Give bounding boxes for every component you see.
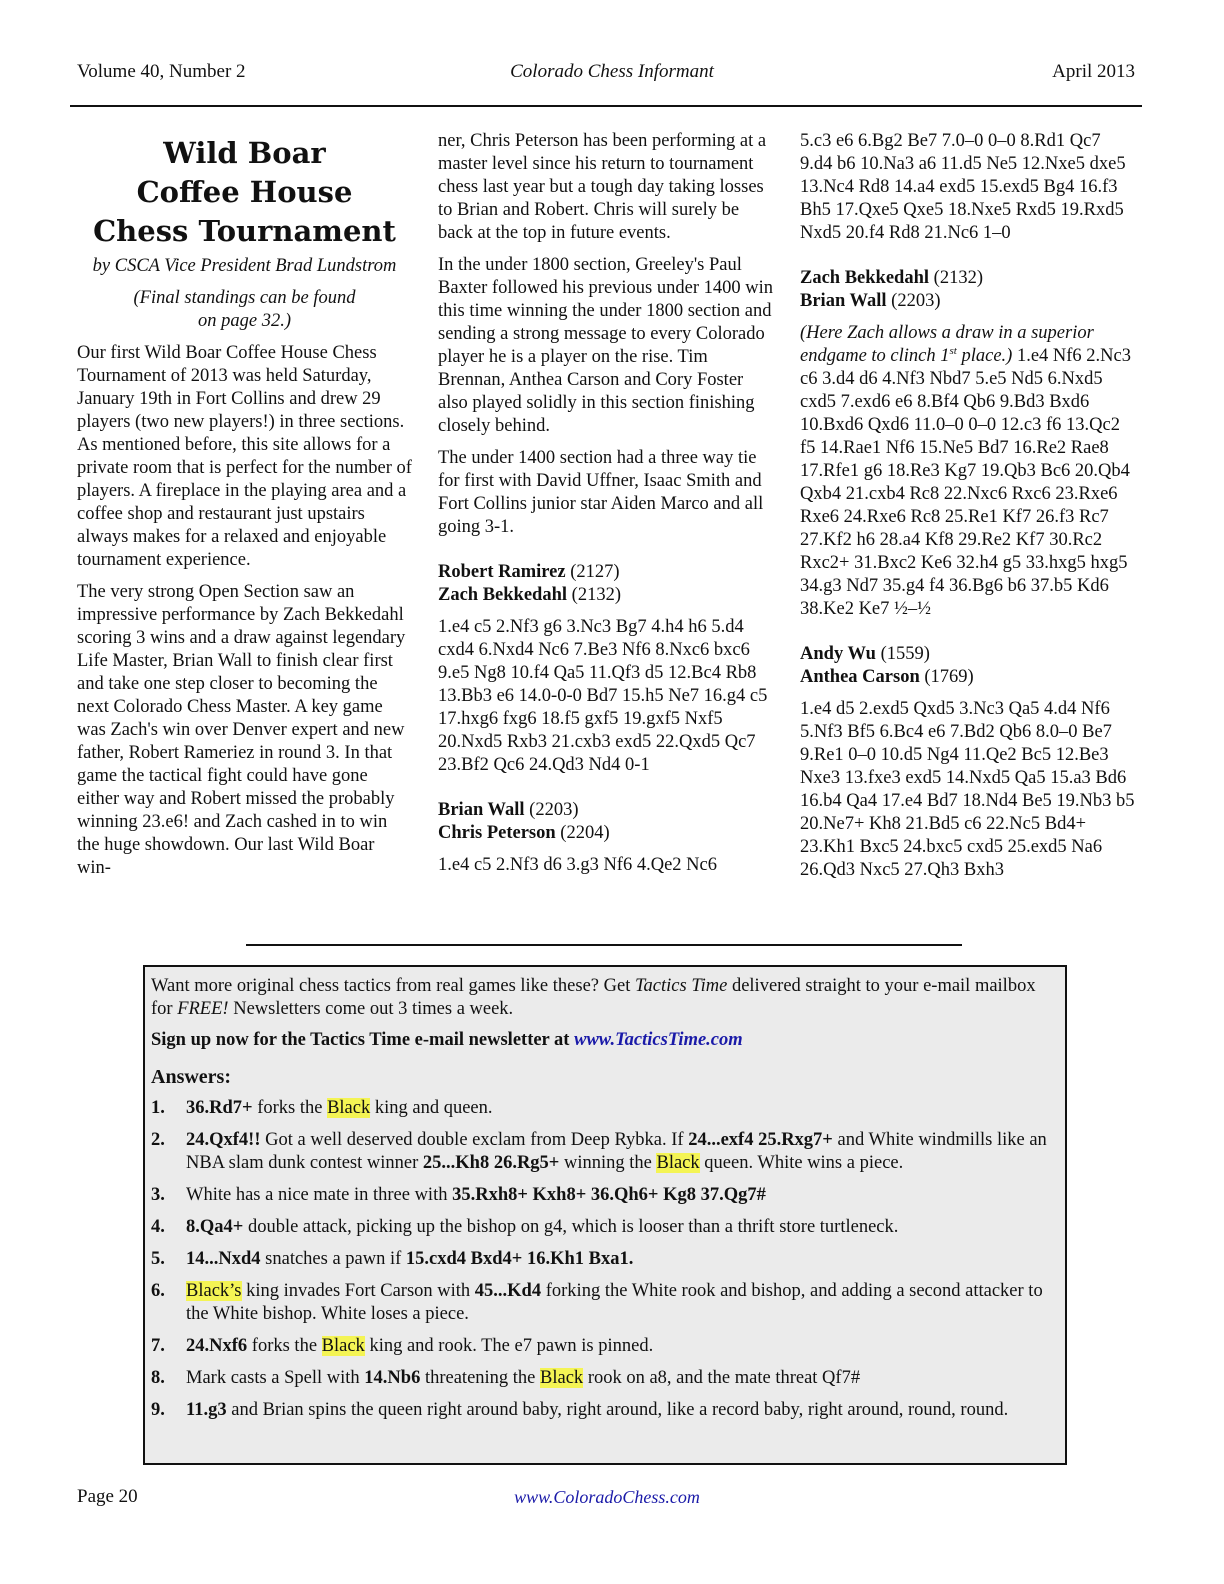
answer-segment: and Brian spins the queen right around baby, right around, like a record baby, right around, round, round. — [226, 1400, 1009, 1420]
answer-item — [151, 1399, 1057, 1422]
answer-text — [186, 1216, 1057, 1239]
answer-item — [151, 1184, 1057, 1207]
answer-item — [151, 1367, 1057, 1390]
header-rule — [70, 105, 1142, 107]
answer-number: 6. — [151, 1281, 165, 1301]
page-number: Page 20 — [77, 1486, 138, 1507]
white-player: Zach Bekkedahl — [800, 268, 930, 288]
answer-item — [151, 1248, 1057, 1271]
game-players — [800, 267, 1136, 313]
title-line: Chess Tournament — [93, 214, 396, 248]
answer-text — [186, 1335, 1057, 1358]
answer-segment: king and queen. — [370, 1098, 493, 1118]
answer-item — [151, 1280, 1057, 1326]
answer-segment: king and rook. The e7 pawn is pinned. — [364, 1336, 654, 1356]
answer-text — [186, 1280, 1057, 1326]
answer-segment: queen. White wins a piece. — [699, 1153, 904, 1173]
answer-segment: winning the — [559, 1153, 657, 1173]
promo-segment: Newsletters come out 3 times a week. — [228, 999, 514, 1019]
issue-date: April 2013 — [1052, 61, 1135, 82]
answer-number: 4. — [151, 1217, 165, 1237]
answer-segment: Got a well deserved double exclam from Deep Rybka. If — [260, 1130, 689, 1150]
answer-number: 1. — [151, 1098, 165, 1118]
answer-move: 35.Rxh8+ Kxh8+ 36.Qh6+ Kg8 37.Qg7# — [452, 1185, 766, 1205]
black-player: Anthea Carson — [800, 667, 920, 687]
answer-item — [151, 1335, 1057, 1358]
answer-segment: double attack, picking up the bishop on g4, which is looser than a thrift store turtleneck. — [243, 1217, 899, 1237]
paragraph: The very strong Open Section saw an impressive performance by Zach Bekkedahl scoring 3 wins and a draw against legendary Life Master, Brian Wall to finish clear first and take one step closer to becoming the next Colorado Chess Master. A key game was Zach's win over Denver expert and new father, Robert Rameriez in round 3. In that game the tactical fight could have gone either way and Robert missed the probably winning 23.e6! and Zach cashed in to win the huge showdown. Our last Wild Boar win- — [77, 582, 406, 878]
white-player: Brian Wall — [438, 800, 525, 820]
game-players — [438, 799, 776, 845]
black-player: Brian Wall — [800, 291, 887, 311]
black-player: Zach Bekkedahl — [438, 585, 568, 605]
game-moves: 1.e4 d5 2.exd5 Qxd5 3.Nc3 Qa5 4.d4 Nf6 5.Nf3 Bf5 6.Bc4 e6 7.Bd2 Qb6 8.0–0 Be7 9.Re1 0–0 10.d5 Ng4 11.Qe2 Bc5 12.Be3 Nxe3 13.fxe3 exd5 14.Nxd5 Qa5 15.a3 Bd6 16.b4 Qa4 17.e4 Bd7 18.Nd4 Be5 19.Nb3 b5 20.Ne7+ Kh8 21.Bd5 c6 22.Nc5 Bd4+ 23.Kh1 Bxc5 24.bxc5 cxd5 25.exd5 Na6 26.Qd3 Nxc5 27.Qh3 Bxh3 — [800, 699, 1135, 880]
answer-segment: Mark casts a Spell with — [186, 1368, 365, 1388]
answer-number: 8. — [151, 1368, 165, 1388]
paragraph: ner, Chris Peterson has been performing at a master level since his return to tournament chess last year but a tough day taking losses to Brian and Robert. Chris will surely be back at the top in future events. — [438, 131, 767, 243]
answer-segment: rook on a8, and the mate threat Qf7# — [583, 1368, 861, 1388]
highlighted-word: Black — [321, 1336, 365, 1356]
answer-move: 8.Qa4+ — [186, 1217, 244, 1237]
answer-item — [151, 1097, 1057, 1120]
answer-segment: forks the — [247, 1336, 322, 1356]
answer-move: 24.Nxf6 — [186, 1336, 248, 1356]
note-line: on page 32.) — [198, 311, 291, 331]
answer-move: 11.g3 — [186, 1400, 227, 1420]
answer-item — [151, 1216, 1057, 1239]
answer-number: 5. — [151, 1249, 165, 1269]
moves-text: 1.e4 Nf6 2.Nc3 c6 3.d4 d6 4.Nf3 Nbd7 5.e5 Nd5 6.Nxd5 cxd5 7.exd6 e6 8.Bf4 Qb6 9.Bd3 Bxd6 10.Bxd6 Qxd6 11.0–0 0–0 12.c3 f6 13.Qc2 f5 14.Rae1 Nf6 15.Ne5 Bd7 16.Re2 Rae8 17.Rfe1 g6 18.Re3 Kg7 19.Qb3 Bc6 20.Qb4 Qxb4 21.cxb4 Rc8 22.Nxc6 Rxc6 23.Rxe6 Rxe6 24.Rxe6 Rc8 25.Re1 Kf7 26.f3 Rc7 27.Kf2 h6 28.a4 Kf8 29.Re2 Kf7 30.Rc2 Rxc2+ 31.Bxc2 Ke6 32.h4 g5 33.hxg5 hxg5 34.g3 Nd7 35.g4 f4 36.Bg6 b6 37.b5 Kd6 38.Ke2 Ke7 ½–½ — [800, 346, 1132, 619]
answer-move: 36.Rd7+ — [186, 1098, 253, 1118]
highlighted-word: Black’s — [186, 1281, 242, 1301]
footer-url-link[interactable]: www.ColoradoChess.com — [514, 1487, 700, 1507]
highlighted-word: Black — [327, 1098, 371, 1118]
game-moves — [800, 322, 1136, 621]
black-rating: (1769) — [924, 667, 974, 687]
white-rating: (2132) — [933, 268, 983, 288]
standings-note — [77, 287, 412, 333]
game-players — [800, 643, 1136, 689]
answer-segment: forking the White rook and bishop, and adding a second attacker to the White bishop. White loses a piece. — [186, 1281, 1043, 1324]
note-line: (Final standings can be found — [133, 288, 356, 308]
answer-number: 2. — [151, 1130, 165, 1150]
title-line: Wild Boar — [163, 136, 326, 170]
black-player: Chris Peterson — [438, 823, 556, 843]
paragraph: Our first Wild Boar Coffee House Chess Tournament of 2013 was held Saturday, January 19th in Fort Collins and drew 29 players (two new players!) in three sections. As mentioned before, this site allows for a private room that is perfect for the number of players. A fireplace in the playing area and a coffee shop and restaurant just upstairs always makes for a relaxed and enjoyable tournament experience. — [77, 343, 412, 570]
answers-list — [151, 1097, 1057, 1422]
comment-text: place.) — [956, 346, 1013, 366]
answer-item — [151, 1129, 1057, 1175]
byline: by CSCA Vice President Brad Lundstrom — [92, 256, 397, 276]
answer-move: 14.Nb6 — [364, 1368, 421, 1388]
promo-segment: FREE! — [177, 999, 229, 1019]
signup-label: Sign up now for the Tactics Time e-mail newsletter at — [151, 1030, 575, 1050]
game-moves: 5.c3 e6 6.Bg2 Be7 7.0–0 0–0 8.Rd1 Qc7 9.d4 b6 10.Na3 a6 11.d5 Ne5 12.Nxe5 dxe5 13.Nc4 Rd8 14.a4 exd5 15.exd5 Bg4 16.f3 Bh5 17.Qxe5 Qxe5 18.Nxe5 Rxd5 19.Rxd5 Nxd5 20.f4 Rd8 21.Nc6 1–0 — [800, 131, 1126, 243]
column-1 — [77, 130, 412, 889]
white-rating: (2203) — [529, 800, 579, 820]
answer-text — [186, 1129, 1057, 1175]
answer-text — [186, 1248, 1057, 1271]
volume-label: Volume 40, Number 2 — [77, 61, 246, 82]
promo-text — [151, 975, 1057, 1021]
paragraph: In the under 1800 section, Greeley's Paul Baxter followed his previous under 1400 win this time winning the under 1800 section and sending a strong message to every Colorado player he is a player on the rise. Tim Brennan, Anthea Carson and Cory Foster also played solidly in this section finishing closely behind. — [438, 255, 773, 436]
answer-segment: and White windmills like an NBA slam dunk contest winner — [186, 1130, 1047, 1173]
signup-text — [151, 1029, 1057, 1052]
game-players — [438, 561, 776, 607]
highlighted-word: Black — [656, 1153, 700, 1173]
answer-text — [186, 1184, 1057, 1207]
highlighted-word: Black — [540, 1368, 584, 1388]
answer-number: 7. — [151, 1336, 165, 1356]
tacticstime-link[interactable]: www.TacticsTime.com — [574, 1030, 743, 1050]
answer-move: 14...Nxd4 — [186, 1249, 261, 1269]
promo-segment: Tactics Time — [634, 976, 728, 996]
answers-heading: Answers: — [151, 1066, 231, 1088]
column-3 — [800, 130, 1136, 891]
black-rating: (2203) — [891, 291, 941, 311]
answer-segment: snatches a pawn if — [260, 1249, 406, 1269]
section-rule — [246, 944, 962, 946]
answer-number: 9. — [151, 1400, 165, 1420]
answer-number: 3. — [151, 1185, 165, 1205]
white-rating: (1559) — [880, 644, 930, 664]
column-2 — [438, 130, 776, 886]
answer-move: 25...Kh8 26.Rg5+ — [422, 1153, 560, 1173]
promo-segment: Want more original chess tactics from real games like these? Get — [151, 976, 635, 996]
white-player: Andy Wu — [800, 644, 876, 664]
title-line: Coffee House — [136, 175, 353, 209]
black-rating: (2132) — [571, 585, 621, 605]
article-title — [77, 134, 412, 251]
answer-move: 45...Kd4 — [474, 1281, 542, 1301]
white-player: Robert Ramirez — [438, 562, 566, 582]
promo-segment: delivered straight to your e-mail mailbox for — [151, 976, 1036, 1019]
answer-text — [186, 1367, 1057, 1390]
answer-segment: forks the — [252, 1098, 328, 1118]
comment-text: (Here Zach allows a draw in a superior endgame to clinch 1 — [800, 323, 1094, 366]
answer-text — [186, 1399, 1057, 1422]
answer-segment: threatening the — [420, 1368, 541, 1388]
game-moves: 1.e4 c5 2.Nf3 d6 3.g3 Nf6 4.Qe2 Nc6 — [438, 855, 717, 875]
comment-superscript: st — [949, 344, 957, 357]
answer-move: 15.cxd4 Bxd4+ 16.Kh1 Bxa1. — [405, 1249, 634, 1269]
answer-move: 24.Qxf4!! — [186, 1130, 261, 1150]
black-rating: (2204) — [560, 823, 610, 843]
paragraph: The under 1400 section had a three way tie for first with David Uffner, Isaac Smith and Fort Collins junior star Aiden Marco and all going 3-1. — [438, 448, 764, 537]
white-rating: (2127) — [570, 562, 620, 582]
answer-text — [186, 1097, 1057, 1120]
answer-segment: king invades Fort Carson with — [241, 1281, 475, 1301]
publication-title: Colorado Chess Informant — [510, 61, 714, 82]
answer-segment: White has a nice mate in three with — [186, 1185, 453, 1205]
game-moves: 1.e4 c5 2.Nf3 g6 3.Nc3 Bg7 4.h4 h6 5.d4 cxd4 6.Nxd4 Nc6 7.Be3 Nf6 8.Nxc6 bxc6 9.e5 Ng8 10.f4 Qa5 11.Qf3 d5 12.Bc4 Rb8 13.Bb3 e6 14.0-0-0 Bd7 15.h5 Ne7 16.g4 c5 17.hxg6 fxg6 18.f5 gxf5 19.gxf5 Nxf5 20.Nxd5 Rxb3 21.cxb3 exd5 22.Qxd5 Qc7 23.Bf2 Qc6 24.Qd3 Nd4 0-1 — [438, 617, 768, 775]
answer-move: 24...exf4 25.Rxg7+ — [688, 1130, 833, 1150]
tactics-box — [143, 965, 1067, 1465]
